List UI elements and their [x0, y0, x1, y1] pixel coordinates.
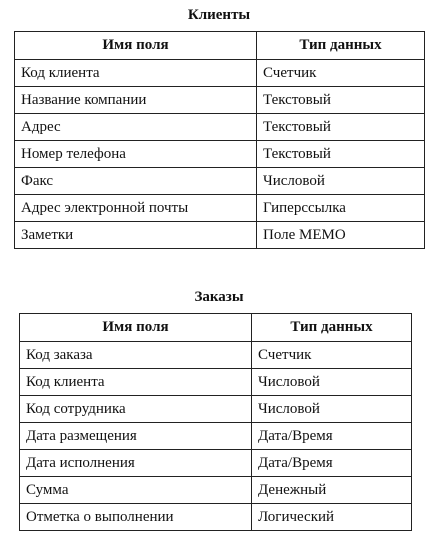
data-type-cell: Логический: [252, 504, 412, 531]
table-row: [20, 450, 412, 477]
data-type-cell: Текстовый: [257, 87, 425, 114]
field-name-cell: Факс: [15, 168, 257, 195]
table-row: [20, 396, 412, 423]
data-type-cell: Текстовый: [257, 141, 425, 168]
field-name-cell: Отметка о выполнении: [20, 504, 252, 531]
table-row: [15, 195, 425, 222]
field-name-cell: Сумма: [20, 477, 252, 504]
clients-table-title: Клиенты: [187, 7, 251, 23]
table-row: [20, 423, 412, 450]
orders-table-title: Заказы: [194, 289, 244, 305]
field-name-cell: Название компании: [15, 87, 257, 114]
data-type-cell: Текстовый: [257, 114, 425, 141]
data-type-cell: Дата/Время: [252, 423, 412, 450]
field-name-cell: Дата исполнения: [20, 450, 252, 477]
column-header-field-name: Имя поля: [15, 32, 257, 60]
table-row: [15, 60, 425, 87]
column-header-field-name: Имя поля: [20, 314, 252, 342]
data-type-cell: Числовой: [252, 369, 412, 396]
orders-table: [19, 313, 412, 531]
table-row: [15, 141, 425, 168]
column-header-data-type: Тип данных: [257, 32, 425, 60]
table-row: [20, 369, 412, 396]
data-type-cell: Счетчик: [257, 60, 425, 87]
data-type-cell: Дата/Время: [252, 450, 412, 477]
data-type-cell: Числовой: [252, 396, 412, 423]
table-row: [15, 114, 425, 141]
clients-table: [14, 31, 425, 249]
data-type-cell: Денежный: [252, 477, 412, 504]
field-name-cell: Дата размещения: [20, 423, 252, 450]
table-row: [15, 87, 425, 114]
table-header-row: [15, 32, 425, 60]
data-type-cell: Поле MEMO: [257, 222, 425, 249]
field-name-cell: Адрес электронной почты: [15, 195, 257, 222]
field-name-cell: Код сотрудника: [20, 396, 252, 423]
table-row: [20, 342, 412, 369]
table-row: [20, 477, 412, 504]
data-type-cell: Числовой: [257, 168, 425, 195]
field-name-cell: Номер телефона: [15, 141, 257, 168]
field-name-cell: Код клиента: [15, 60, 257, 87]
column-header-data-type: Тип данных: [252, 314, 412, 342]
table-row: [15, 222, 425, 249]
field-name-cell: Адрес: [15, 114, 257, 141]
table-header-row: [20, 314, 412, 342]
data-type-cell: Счетчик: [252, 342, 412, 369]
table-row: [20, 504, 412, 531]
field-name-cell: Код клиента: [20, 369, 252, 396]
field-name-cell: Заметки: [15, 222, 257, 249]
field-name-cell: Код заказа: [20, 342, 252, 369]
data-type-cell: Гиперссылка: [257, 195, 425, 222]
table-row: [15, 168, 425, 195]
